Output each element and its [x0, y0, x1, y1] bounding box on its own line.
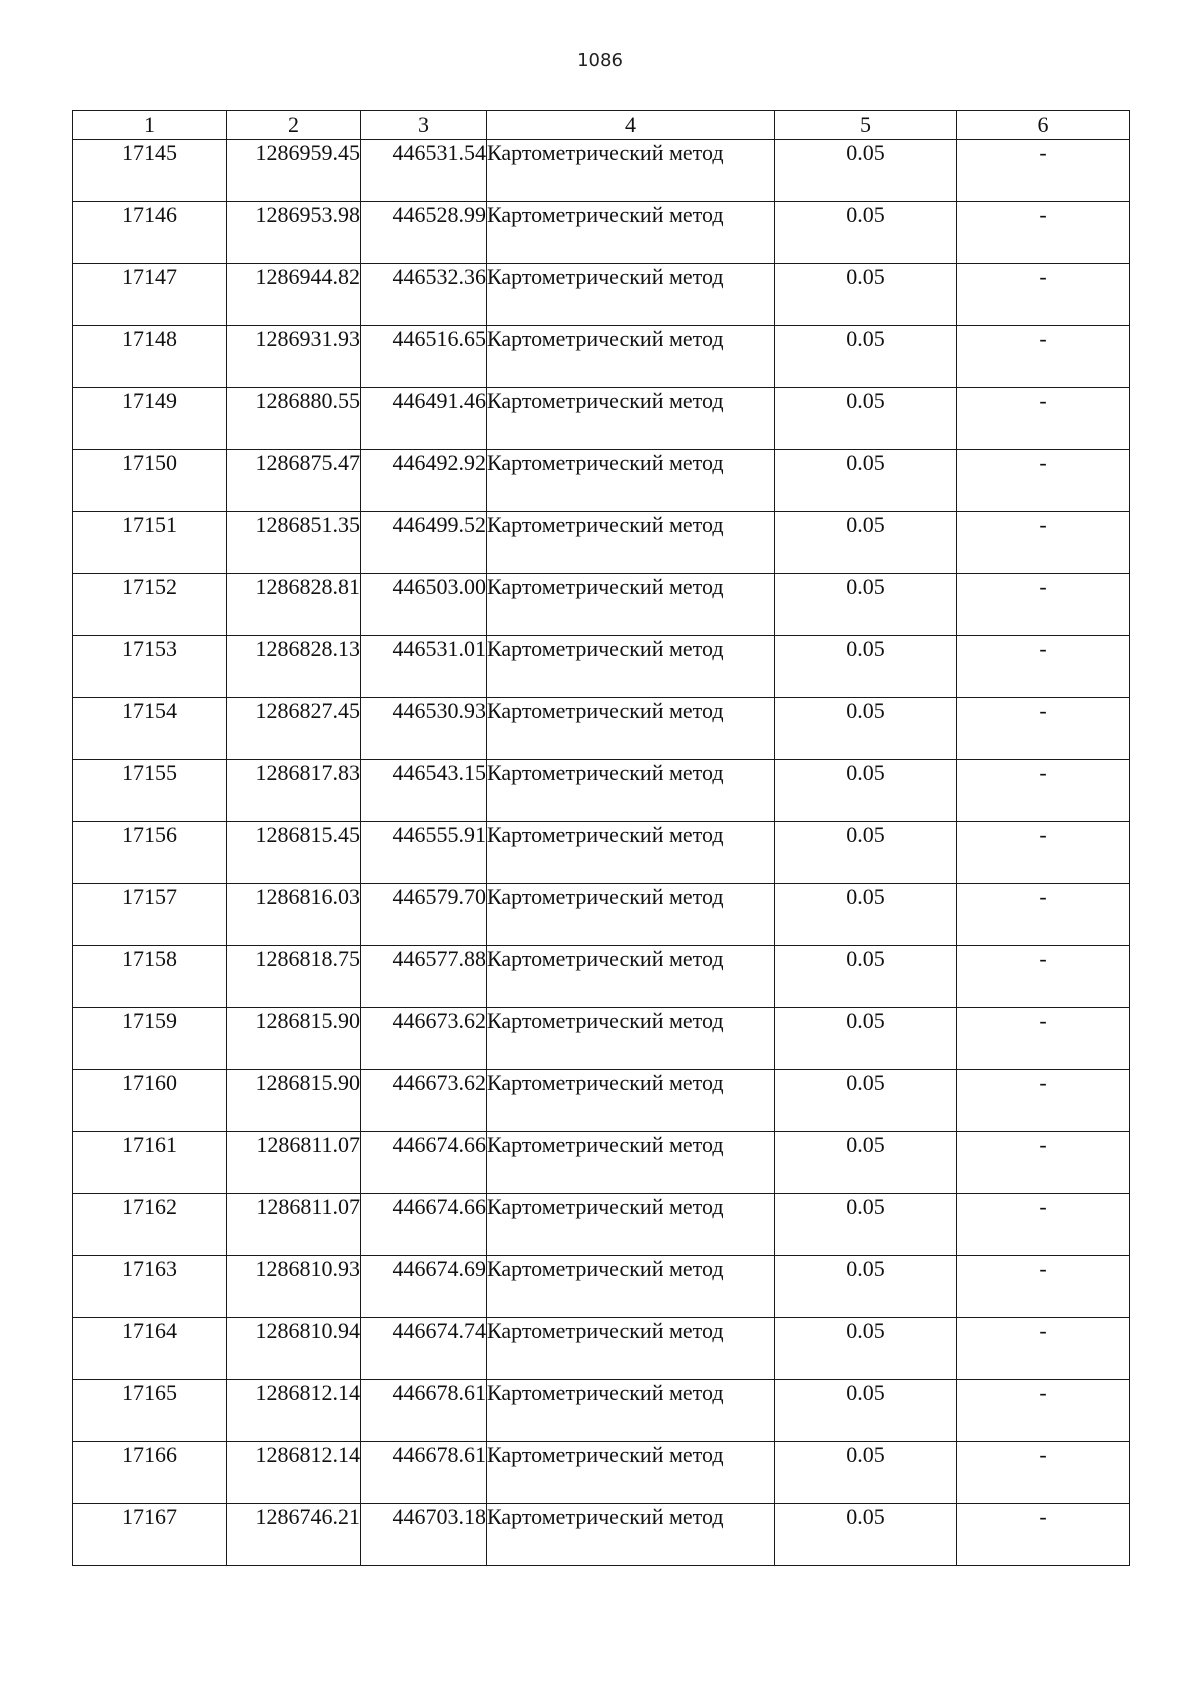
accuracy-cell: 0.05 [775, 512, 957, 574]
table-row [73, 140, 1130, 202]
column-header: 6 [957, 111, 1130, 140]
accuracy-cell: 0.05 [775, 1194, 957, 1256]
point-number-cell: 17162 [73, 1194, 227, 1256]
method-cell: Картометрический метод [487, 1070, 775, 1132]
method-cell: Картометрический метод [487, 1008, 775, 1070]
note-cell: - [957, 1008, 1130, 1070]
table-row [73, 1380, 1130, 1442]
method-cell: Картометрический метод [487, 574, 775, 636]
point-number-cell: 17166 [73, 1442, 227, 1504]
accuracy-cell: 0.05 [775, 636, 957, 698]
note-cell: - [957, 1318, 1130, 1380]
x-coordinate-cell: 1286812.14 [227, 1442, 361, 1504]
note-cell: - [957, 698, 1130, 760]
x-coordinate-cell: 1286810.93 [227, 1256, 361, 1318]
method-cell: Картометрический метод [487, 202, 775, 264]
table-row [73, 1504, 1130, 1566]
method-cell: Картометрический метод [487, 140, 775, 202]
point-number-cell: 17148 [73, 326, 227, 388]
y-coordinate-cell: 446491.46 [361, 388, 487, 450]
point-number-cell: 17150 [73, 450, 227, 512]
note-cell: - [957, 574, 1130, 636]
accuracy-cell: 0.05 [775, 450, 957, 512]
accuracy-cell: 0.05 [775, 1380, 957, 1442]
point-number-cell: 17145 [73, 140, 227, 202]
method-cell: Картометрический метод [487, 1380, 775, 1442]
accuracy-cell: 0.05 [775, 140, 957, 202]
accuracy-cell: 0.05 [775, 574, 957, 636]
note-cell: - [957, 326, 1130, 388]
method-cell: Картометрический метод [487, 946, 775, 1008]
y-coordinate-cell: 446703.18 [361, 1504, 487, 1566]
x-coordinate-cell: 1286810.94 [227, 1318, 361, 1380]
accuracy-cell: 0.05 [775, 1008, 957, 1070]
y-coordinate-cell: 446678.61 [361, 1380, 487, 1442]
method-cell: Картометрический метод [487, 1318, 775, 1380]
method-cell: Картометрический метод [487, 1504, 775, 1566]
table-row [73, 574, 1130, 636]
table-body [73, 140, 1130, 1566]
point-number-cell: 17158 [73, 946, 227, 1008]
point-number-cell: 17160 [73, 1070, 227, 1132]
point-number-cell: 17149 [73, 388, 227, 450]
x-coordinate-cell: 1286811.07 [227, 1132, 361, 1194]
y-coordinate-cell: 446516.65 [361, 326, 487, 388]
page-number: 1086 [577, 50, 623, 71]
y-coordinate-cell: 446674.66 [361, 1132, 487, 1194]
point-number-cell: 17152 [73, 574, 227, 636]
x-coordinate-cell: 1286816.03 [227, 884, 361, 946]
note-cell: - [957, 264, 1130, 326]
point-number-cell: 17167 [73, 1504, 227, 1566]
x-coordinate-cell: 1286953.98 [227, 202, 361, 264]
point-number-cell: 17155 [73, 760, 227, 822]
column-header: 1 [73, 111, 227, 140]
y-coordinate-cell: 446503.00 [361, 574, 487, 636]
x-coordinate-cell: 1286818.75 [227, 946, 361, 1008]
x-coordinate-cell: 1286944.82 [227, 264, 361, 326]
method-cell: Картометрический метод [487, 388, 775, 450]
point-number-cell: 17164 [73, 1318, 227, 1380]
note-cell: - [957, 1070, 1130, 1132]
accuracy-cell: 0.05 [775, 1132, 957, 1194]
y-coordinate-cell: 446492.92 [361, 450, 487, 512]
note-cell: - [957, 450, 1130, 512]
header-row [73, 111, 1130, 140]
method-cell: Картометрический метод [487, 698, 775, 760]
y-coordinate-cell: 446532.36 [361, 264, 487, 326]
accuracy-cell: 0.05 [775, 760, 957, 822]
column-header: 2 [227, 111, 361, 140]
y-coordinate-cell: 446499.52 [361, 512, 487, 574]
note-cell: - [957, 884, 1130, 946]
method-cell: Картометрический метод [487, 1194, 775, 1256]
x-coordinate-cell: 1286880.55 [227, 388, 361, 450]
x-coordinate-cell: 1286827.45 [227, 698, 361, 760]
coordinates-table [72, 110, 1130, 1566]
y-coordinate-cell: 446678.61 [361, 1442, 487, 1504]
point-number-cell: 17161 [73, 1132, 227, 1194]
point-number-cell: 17165 [73, 1380, 227, 1442]
note-cell: - [957, 1256, 1130, 1318]
accuracy-cell: 0.05 [775, 884, 957, 946]
x-coordinate-cell: 1286746.21 [227, 1504, 361, 1566]
column-header: 3 [361, 111, 487, 140]
y-coordinate-cell: 446674.69 [361, 1256, 487, 1318]
note-cell: - [957, 1504, 1130, 1566]
y-coordinate-cell: 446531.01 [361, 636, 487, 698]
x-coordinate-cell: 1286828.81 [227, 574, 361, 636]
x-coordinate-cell: 1286875.47 [227, 450, 361, 512]
table-row [73, 1132, 1130, 1194]
method-cell: Картометрический метод [487, 760, 775, 822]
y-coordinate-cell: 446555.91 [361, 822, 487, 884]
point-number-cell: 17151 [73, 512, 227, 574]
method-cell: Картометрический метод [487, 264, 775, 326]
note-cell: - [957, 1132, 1130, 1194]
table-row [73, 636, 1130, 698]
y-coordinate-cell: 446543.15 [361, 760, 487, 822]
table-row [73, 388, 1130, 450]
column-header: 4 [487, 111, 775, 140]
point-number-cell: 17153 [73, 636, 227, 698]
accuracy-cell: 0.05 [775, 202, 957, 264]
accuracy-cell: 0.05 [775, 1256, 957, 1318]
note-cell: - [957, 1194, 1130, 1256]
table-row [73, 1442, 1130, 1504]
x-coordinate-cell: 1286959.45 [227, 140, 361, 202]
accuracy-cell: 0.05 [775, 698, 957, 760]
point-number-cell: 17159 [73, 1008, 227, 1070]
y-coordinate-cell: 446674.66 [361, 1194, 487, 1256]
table-row [73, 326, 1130, 388]
point-number-cell: 17156 [73, 822, 227, 884]
method-cell: Картометрический метод [487, 1132, 775, 1194]
accuracy-cell: 0.05 [775, 946, 957, 1008]
point-number-cell: 17146 [73, 202, 227, 264]
y-coordinate-cell: 446530.93 [361, 698, 487, 760]
y-coordinate-cell: 446528.99 [361, 202, 487, 264]
accuracy-cell: 0.05 [775, 388, 957, 450]
note-cell: - [957, 636, 1130, 698]
point-number-cell: 17147 [73, 264, 227, 326]
table-row [73, 512, 1130, 574]
x-coordinate-cell: 1286931.93 [227, 326, 361, 388]
point-number-cell: 17163 [73, 1256, 227, 1318]
y-coordinate-cell: 446531.54 [361, 140, 487, 202]
accuracy-cell: 0.05 [775, 1318, 957, 1380]
x-coordinate-cell: 1286815.90 [227, 1070, 361, 1132]
accuracy-cell: 0.05 [775, 326, 957, 388]
method-cell: Картометрический метод [487, 636, 775, 698]
accuracy-cell: 0.05 [775, 1504, 957, 1566]
table-row [73, 946, 1130, 1008]
x-coordinate-cell: 1286811.07 [227, 1194, 361, 1256]
y-coordinate-cell: 446674.74 [361, 1318, 487, 1380]
y-coordinate-cell: 446673.62 [361, 1008, 487, 1070]
method-cell: Картометрический метод [487, 822, 775, 884]
table-row [73, 698, 1130, 760]
table-row [73, 1194, 1130, 1256]
note-cell: - [957, 1442, 1130, 1504]
x-coordinate-cell: 1286815.45 [227, 822, 361, 884]
y-coordinate-cell: 446579.70 [361, 884, 487, 946]
note-cell: - [957, 1380, 1130, 1442]
accuracy-cell: 0.05 [775, 264, 957, 326]
note-cell: - [957, 822, 1130, 884]
method-cell: Картометрический метод [487, 884, 775, 946]
table-row [73, 760, 1130, 822]
point-number-cell: 17157 [73, 884, 227, 946]
method-cell: Картометрический метод [487, 450, 775, 512]
y-coordinate-cell: 446577.88 [361, 946, 487, 1008]
column-header: 5 [775, 111, 957, 140]
x-coordinate-cell: 1286851.35 [227, 512, 361, 574]
method-cell: Картометрический метод [487, 1256, 775, 1318]
accuracy-cell: 0.05 [775, 1442, 957, 1504]
table-row [73, 202, 1130, 264]
x-coordinate-cell: 1286817.83 [227, 760, 361, 822]
y-coordinate-cell: 446673.62 [361, 1070, 487, 1132]
accuracy-cell: 0.05 [775, 822, 957, 884]
x-coordinate-cell: 1286812.14 [227, 1380, 361, 1442]
x-coordinate-cell: 1286828.13 [227, 636, 361, 698]
point-number-cell: 17154 [73, 698, 227, 760]
table-row [73, 884, 1130, 946]
table-row [73, 1318, 1130, 1380]
note-cell: - [957, 512, 1130, 574]
table-row [73, 1070, 1130, 1132]
note-cell: - [957, 388, 1130, 450]
method-cell: Картометрический метод [487, 326, 775, 388]
table-row [73, 822, 1130, 884]
note-cell: - [957, 760, 1130, 822]
table-row [73, 264, 1130, 326]
table-row [73, 1256, 1130, 1318]
accuracy-cell: 0.05 [775, 1070, 957, 1132]
note-cell: - [957, 946, 1130, 1008]
note-cell: - [957, 202, 1130, 264]
table-row [73, 450, 1130, 512]
note-cell: - [957, 140, 1130, 202]
x-coordinate-cell: 1286815.90 [227, 1008, 361, 1070]
method-cell: Картометрический метод [487, 1442, 775, 1504]
method-cell: Картометрический метод [487, 512, 775, 574]
table-row [73, 1008, 1130, 1070]
